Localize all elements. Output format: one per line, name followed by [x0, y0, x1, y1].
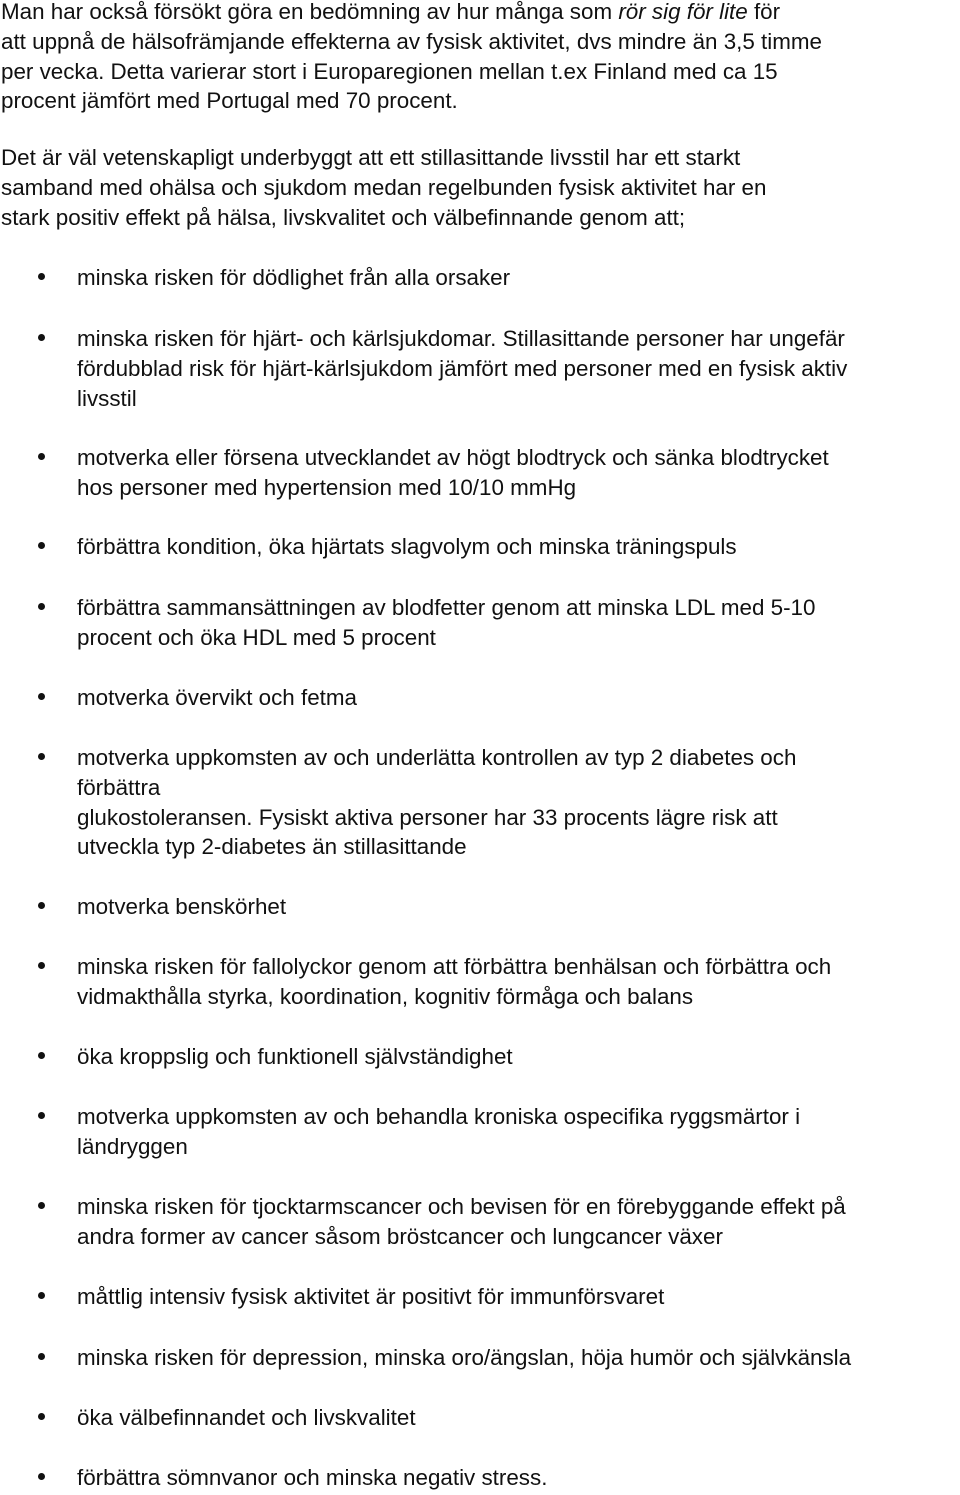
- intro-text-end: för att uppnå de hälsofrämjande effekterna av fysisk aktivitet, dvs mindre än 3,5 timme per vecka. Detta varierar stort i Europaregionen mellan t.ex Finland med ca 15 procent jämfört med Portugal med 70 procent.: [1, 0, 822, 114]
- bullet-icon: [38, 1052, 45, 1059]
- intro-text-start: Man har också försökt göra en bedömning av hur många som: [1, 0, 619, 24]
- list-item-text: måttlig intensiv fysisk aktivitet är positivt för immunförsvaret: [77, 1284, 665, 1309]
- bullet-icon: [38, 902, 45, 909]
- list-item-text: minska risken för depression, minska oro/ängslan, höja humör och självkänsla: [77, 1345, 852, 1370]
- bullet-icon: [38, 603, 45, 610]
- bullet-icon: [38, 693, 45, 700]
- list-item-text: motverka uppkomsten av och behandla kroniska ospecifika ryggsmärtor i ländryggen: [77, 1104, 801, 1159]
- bullet-icon: [38, 334, 45, 341]
- list-item-text: motverka övervikt och fetma: [77, 685, 357, 710]
- list-item-text: förbättra sammansättningen av blodfetter genom att minska LDL med 5-10 procent och öka HDL med 5 procent: [77, 595, 816, 650]
- list-item-text: öka välbefinnandet och livskvalitet: [77, 1405, 416, 1430]
- bullet-icon: [38, 1112, 45, 1119]
- bullet-icon: [38, 453, 45, 460]
- list-item-text: förbättra sömnvanor och minska negativ stress.: [77, 1465, 548, 1490]
- bullet-icon: [38, 273, 45, 280]
- bullet-icon: [38, 753, 45, 760]
- list-item-text: motverka benskörhet: [77, 894, 287, 919]
- bullet-icon: [38, 1292, 45, 1299]
- intro-paragraph: [1, 0, 957, 116]
- list-item-text: minska risken för hjärt- och kärlsjukdomar. Stillasittande personer har ungefär fördubblad risk för hjärt-kärlsjukdom jämfört med personer med en fysisk aktiv livsstil: [77, 326, 848, 411]
- second-paragraph: Det är väl vetenskapligt underbyggt att ett stillasittande livsstil har ett starkt samband med ohälsa och sjukdom medan regelbunden fysisk aktivitet har en stark positiv effekt på hälsa, livskvalitet och välbefinnande genom att;: [1, 145, 767, 230]
- list-item-text: förbättra kondition, öka hjärtats slagvolym och minska träningspuls: [77, 534, 737, 559]
- bullet-icon: [38, 1202, 45, 1209]
- list-item-text: motverka uppkomsten av och underlätta kontrollen av typ 2 diabetes och förbättra glukostoleransen. Fysiskt aktiva personer har 33 procents lägre risk att utveckla typ 2-diabetes än stillasittande: [77, 745, 797, 860]
- bullet-icon: [38, 542, 45, 549]
- bullet-icon: [38, 962, 45, 969]
- list-item-text: motverka eller försena utvecklandet av högt blodtryck och sänka blodtrycket hos personer med hypertension med 10/10 mmHg: [77, 445, 829, 500]
- list-item-text: minska risken för fallolyckor genom att förbättra benhälsan och förbättra och vidmakthålla styrka, koordination, kognitiv förmåga och balans: [77, 954, 832, 1009]
- bullet-icon: [38, 1473, 45, 1480]
- intro-emphasis: rör sig för lite: [618, 0, 748, 24]
- bullet-icon: [38, 1353, 45, 1360]
- bullet-icon: [38, 1413, 45, 1420]
- list-item-text: minska risken för dödlighet från alla orsaker: [77, 265, 511, 290]
- list-item-text: öka kroppslig och funktionell självständighet: [77, 1044, 513, 1069]
- list-item-text: minska risken för tjocktarmscancer och bevisen för en förebyggande effekt på andra former av cancer såsom bröstcancer och lungcancer växer: [77, 1194, 846, 1249]
